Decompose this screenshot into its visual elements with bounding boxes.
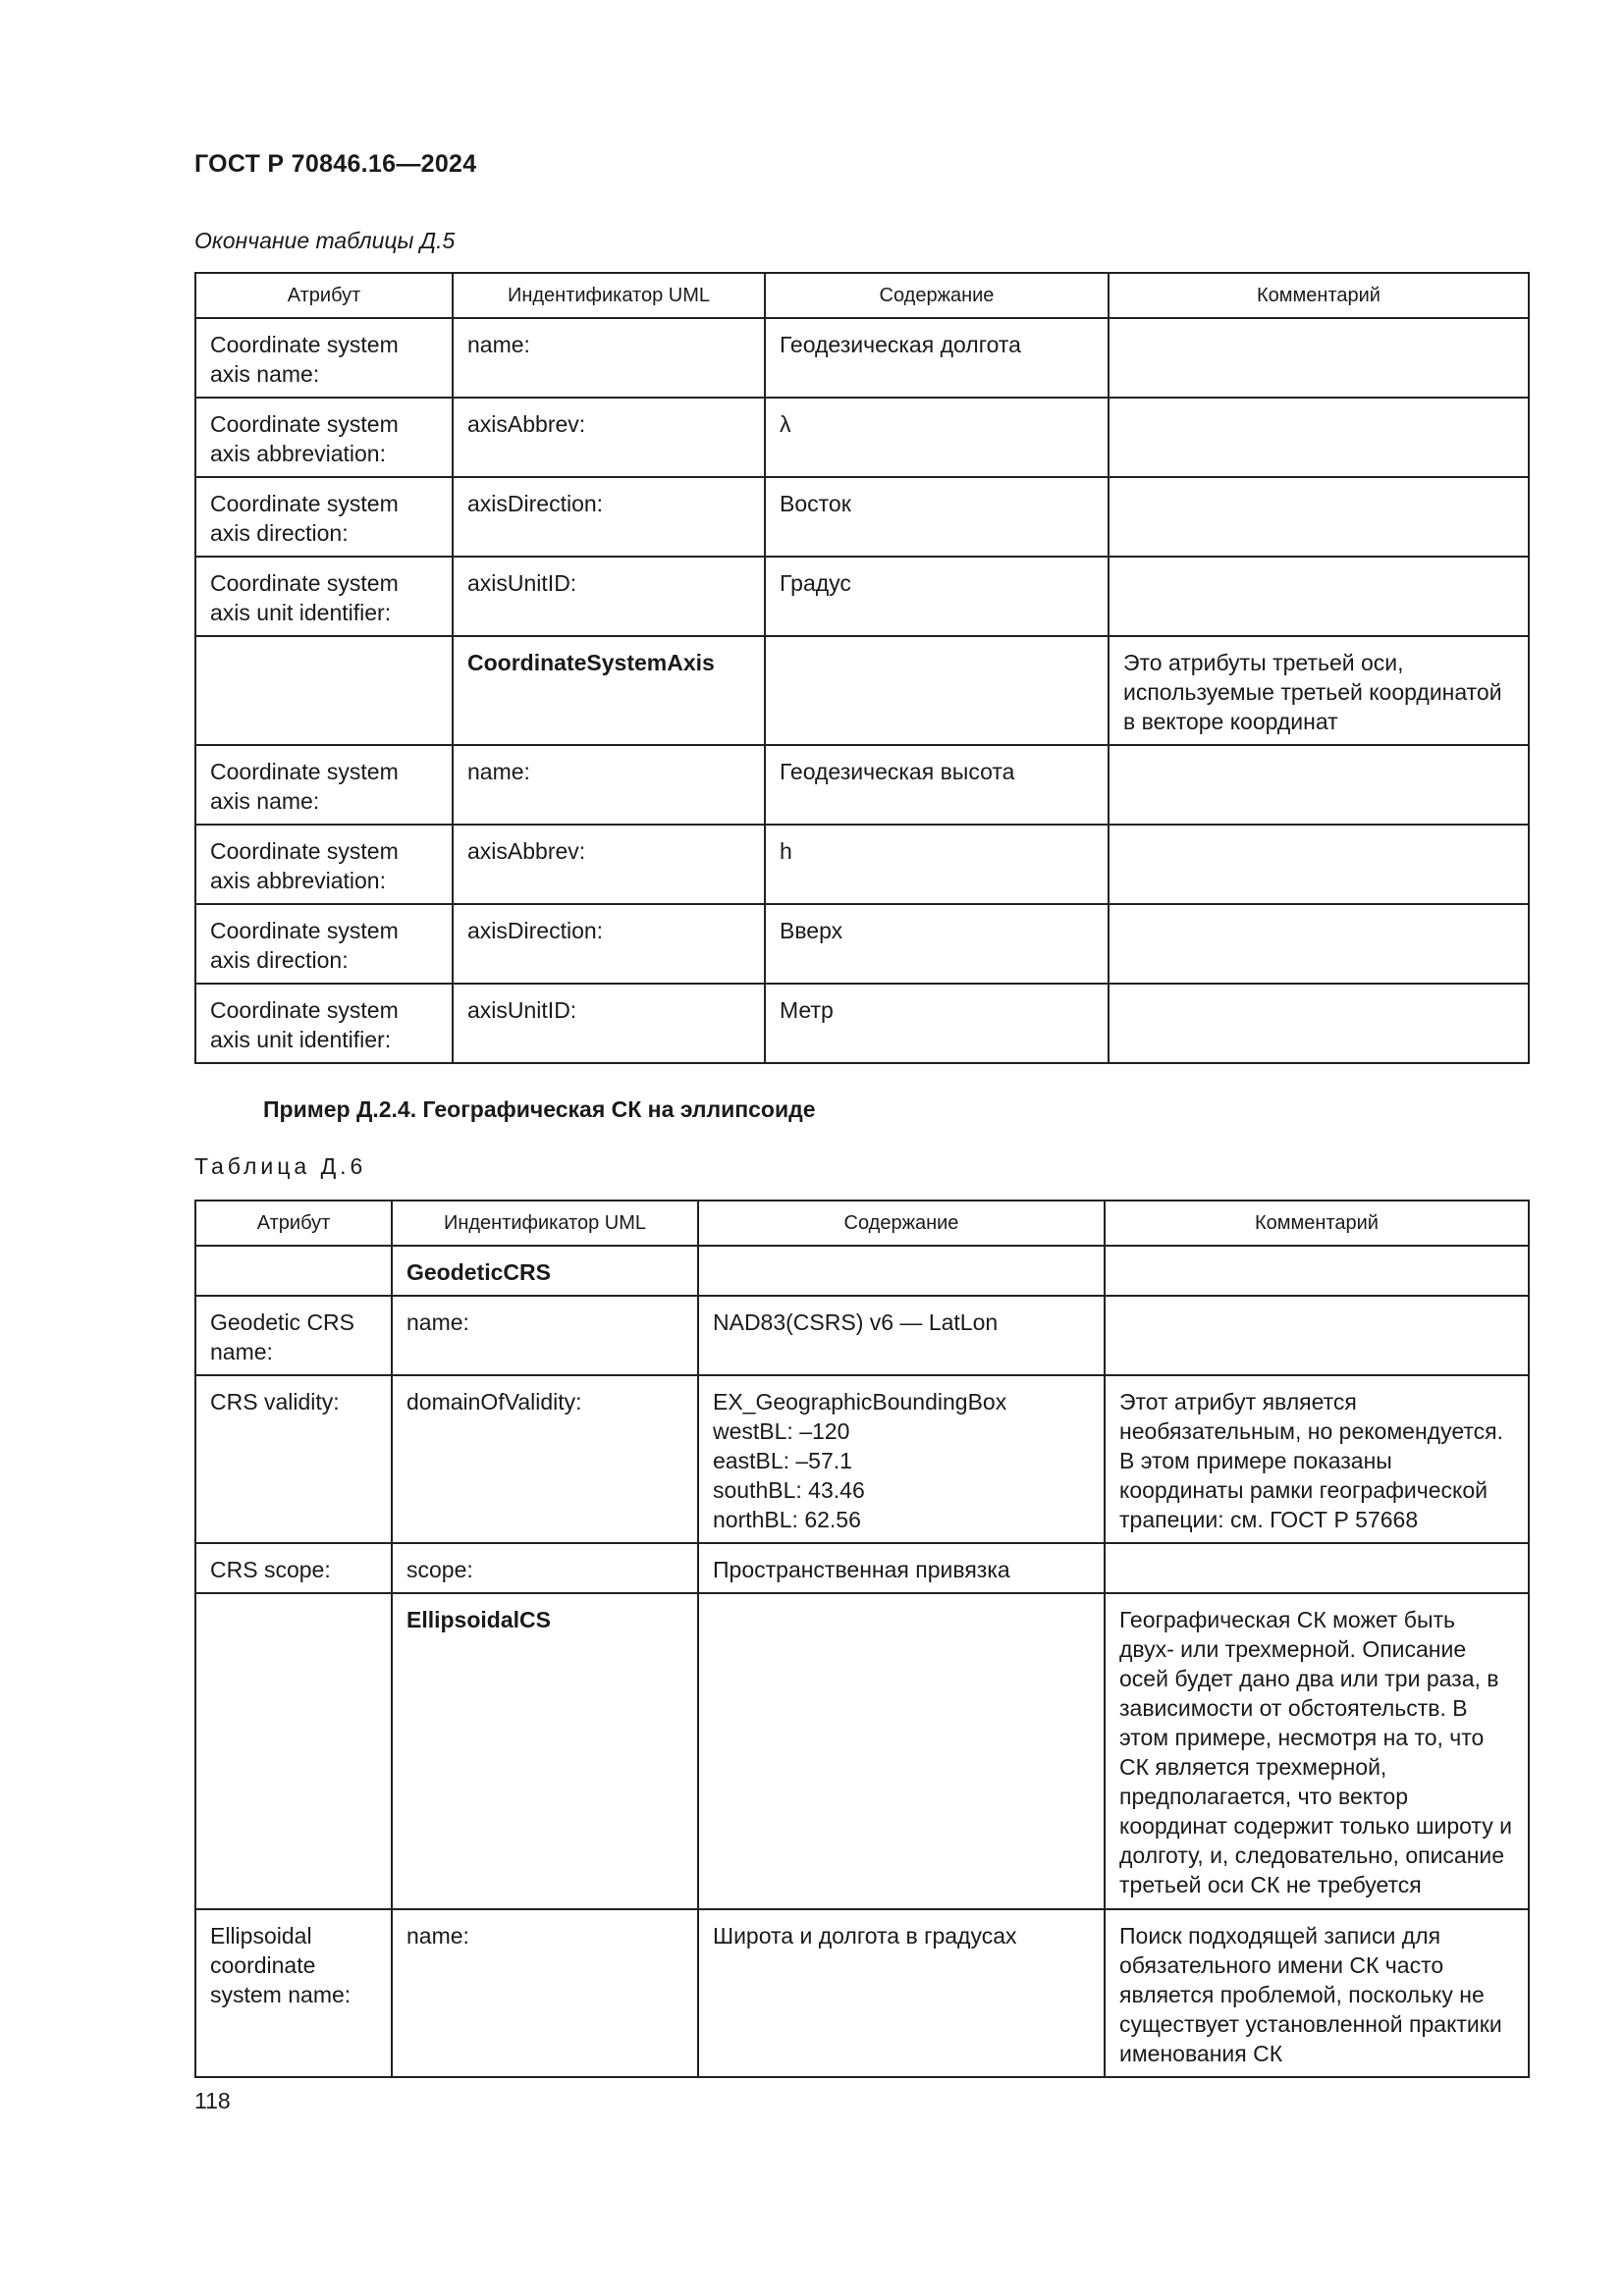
cell-comment bbox=[1109, 477, 1529, 557]
column-header-attribute: Атрибут bbox=[195, 1201, 392, 1246]
cell-uml: axisUnitID: bbox=[453, 984, 765, 1063]
table-row bbox=[195, 1246, 1529, 1296]
cell-comment bbox=[1109, 904, 1529, 984]
table-row bbox=[195, 825, 1529, 904]
column-header-attribute: Атрибут bbox=[195, 273, 453, 318]
cell-attribute bbox=[195, 1593, 392, 1909]
cell-uml: scope: bbox=[392, 1543, 698, 1593]
cell-attribute: Coordinate system axis abbreviation: bbox=[195, 398, 453, 477]
cell-uml: GeodeticCRS bbox=[392, 1246, 698, 1296]
cell-content: Геодезическая долгота bbox=[765, 318, 1109, 398]
cell-attribute: Coordinate system axis direction: bbox=[195, 904, 453, 984]
table-row bbox=[195, 557, 1529, 636]
cell-content: Геодезическая высота bbox=[765, 745, 1109, 825]
table-row bbox=[195, 636, 1529, 745]
cell-content: Градус bbox=[765, 557, 1109, 636]
table-row bbox=[195, 318, 1529, 398]
cell-comment bbox=[1109, 398, 1529, 477]
cell-comment bbox=[1109, 825, 1529, 904]
table-row bbox=[195, 398, 1529, 477]
table-d5 bbox=[194, 272, 1530, 1064]
cell-attribute: Coordinate system axis name: bbox=[195, 318, 453, 398]
cell-comment bbox=[1109, 318, 1529, 398]
cell-uml: CoordinateSystemAxis bbox=[453, 636, 765, 745]
cell-content: Широта и долгота в градусах bbox=[698, 1909, 1105, 2077]
cell-uml: name: bbox=[453, 745, 765, 825]
table-continuation-caption: Окончание таблицы Д.5 bbox=[194, 228, 456, 253]
cell-comment: Этот атрибут является необязательным, но рекомендуется. В этом примере показаны координаты рамки географической трапеции: см. ГОСТ Р 57668 bbox=[1105, 1375, 1529, 1543]
page-number: 118 bbox=[194, 2088, 231, 2113]
example-heading: Пример Д.2.4. Географическая СК на эллипсоиде bbox=[263, 1096, 816, 1122]
column-header-content: Содержание bbox=[765, 273, 1109, 318]
cell-uml: axisUnitID: bbox=[453, 557, 765, 636]
cell-attribute bbox=[195, 636, 453, 745]
table-row bbox=[195, 1375, 1529, 1543]
table-row bbox=[195, 904, 1529, 984]
cell-comment bbox=[1109, 557, 1529, 636]
cell-attribute: Ellipsoidal coordinate system name: bbox=[195, 1909, 392, 2077]
cell-comment: Поиск подходящей записи для обязательного имени СК часто является проблемой, поскольку не существует установленной практики именования СК bbox=[1105, 1909, 1529, 2077]
cell-content: h bbox=[765, 825, 1109, 904]
table-header-row bbox=[195, 273, 1529, 318]
cell-uml: domainOfValidity: bbox=[392, 1375, 698, 1543]
table-row bbox=[195, 984, 1529, 1063]
column-header-comment: Комментарий bbox=[1109, 273, 1529, 318]
table-row bbox=[195, 745, 1529, 825]
cell-attribute: CRS validity: bbox=[195, 1375, 392, 1543]
cell-attribute: Coordinate system axis abbreviation: bbox=[195, 825, 453, 904]
table-row bbox=[195, 1593, 1529, 1909]
cell-content: Метр bbox=[765, 984, 1109, 1063]
cell-attribute: Coordinate system axis name: bbox=[195, 745, 453, 825]
cell-comment: Географическая СК может быть двух- или трехмерной. Описание осей будет дано два или три раза, в зависимости от обстоятельств. В этом примере, несмотря на то, что СК является трехмерной, предполагается, что вектор координат содержит только широту и долготу, и, следовательно, описание третьей оси СК не требуется bbox=[1105, 1593, 1529, 1909]
table-d6 bbox=[194, 1200, 1530, 2078]
cell-content bbox=[698, 1593, 1105, 1909]
cell-attribute: Coordinate system axis direction: bbox=[195, 477, 453, 557]
cell-content bbox=[765, 636, 1109, 745]
cell-attribute: Coordinate system axis unit identifier: bbox=[195, 984, 453, 1063]
cell-uml: axisDirection: bbox=[453, 477, 765, 557]
table-row bbox=[195, 477, 1529, 557]
cell-content: Вверх bbox=[765, 904, 1109, 984]
column-header-comment: Комментарий bbox=[1105, 1201, 1529, 1246]
column-header-uml-id: Индентификатор UML bbox=[392, 1201, 698, 1246]
cell-attribute: Geodetic CRS name: bbox=[195, 1296, 392, 1375]
cell-content: Восток bbox=[765, 477, 1109, 557]
column-header-uml-id: Индентификатор UML bbox=[453, 273, 765, 318]
cell-content bbox=[698, 1246, 1105, 1296]
cell-uml: name: bbox=[453, 318, 765, 398]
cell-uml: name: bbox=[392, 1909, 698, 2077]
cell-content: Пространственная привязка bbox=[698, 1543, 1105, 1593]
cell-uml: axisDirection: bbox=[453, 904, 765, 984]
cell-comment bbox=[1105, 1543, 1529, 1593]
cell-uml: axisAbbrev: bbox=[453, 398, 765, 477]
cell-attribute bbox=[195, 1246, 392, 1296]
document-title: ГОСТ Р 70846.16—2024 bbox=[194, 150, 477, 178]
cell-content: EX_GeographicBoundingBox westBL: –120 eastBL: –57.1 southBL: 43.46 northBL: 62.56 bbox=[698, 1375, 1105, 1543]
table-row bbox=[195, 1543, 1529, 1593]
table-row bbox=[195, 1296, 1529, 1375]
column-header-content: Содержание bbox=[698, 1201, 1105, 1246]
cell-content: NAD83(CSRS) v6 — LatLon bbox=[698, 1296, 1105, 1375]
cell-uml: axisAbbrev: bbox=[453, 825, 765, 904]
cell-comment: Это атрибуты третьей оси, используемые третьей координатой в векторе координат bbox=[1109, 636, 1529, 745]
cell-attribute: CRS scope: bbox=[195, 1543, 392, 1593]
table-row bbox=[195, 1909, 1529, 2077]
cell-content: λ bbox=[765, 398, 1109, 477]
cell-uml: name: bbox=[392, 1296, 698, 1375]
cell-comment bbox=[1109, 745, 1529, 825]
table-d6-caption: Таблица Д.6 bbox=[194, 1153, 367, 1179]
table-header-row bbox=[195, 1201, 1529, 1246]
cell-comment bbox=[1109, 984, 1529, 1063]
cell-comment bbox=[1105, 1246, 1529, 1296]
cell-comment bbox=[1105, 1296, 1529, 1375]
cell-uml: EllipsoidalCS bbox=[392, 1593, 698, 1909]
cell-attribute: Coordinate system axis unit identifier: bbox=[195, 557, 453, 636]
